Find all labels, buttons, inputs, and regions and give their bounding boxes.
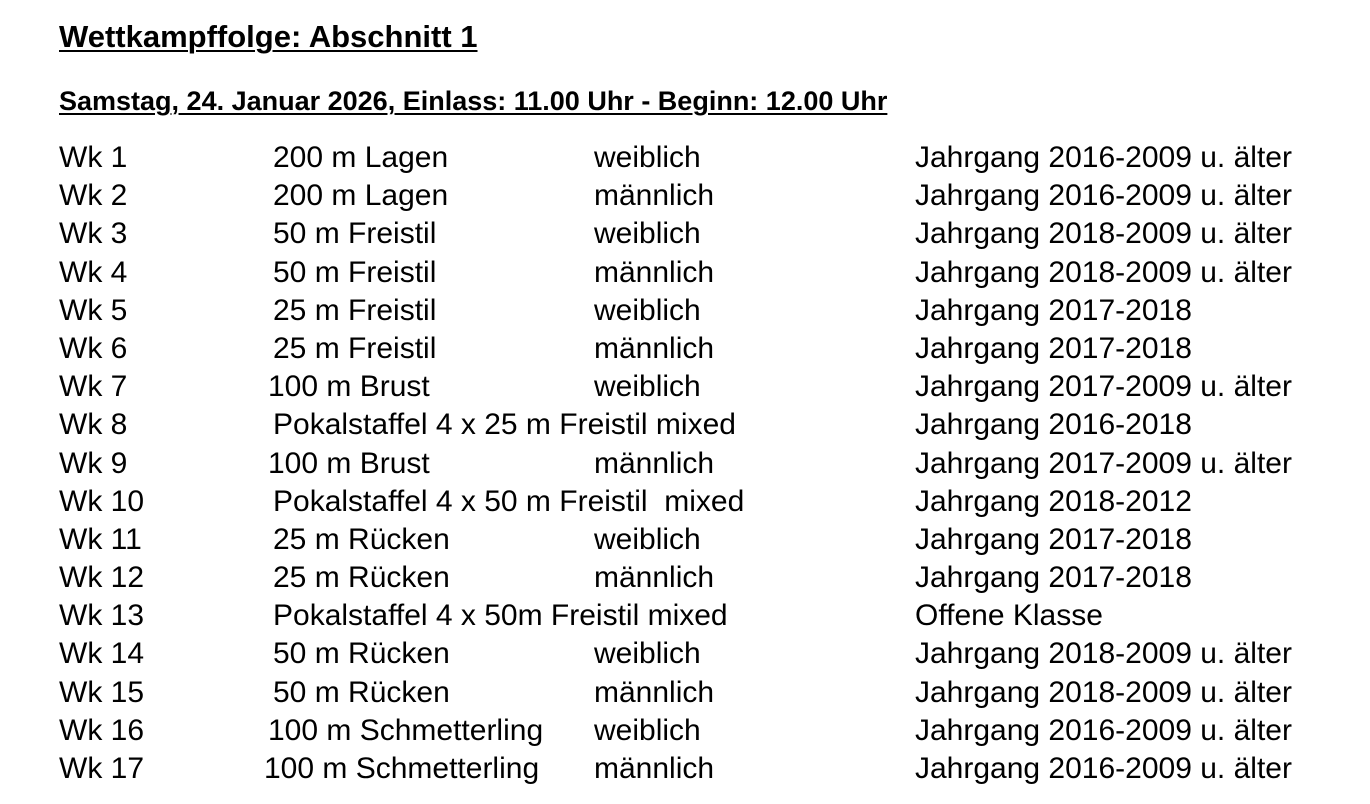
event-class: Offene Klasse (915, 599, 1103, 633)
event-distance: 200 m Lagen (273, 179, 449, 213)
event-number: Wk 3 (59, 217, 128, 251)
event-list (0, 139, 1370, 788)
event-number: Wk 1 (59, 141, 128, 174)
event-class: Jahrgang 2018-2009 u. älter (915, 637, 1292, 671)
event-number: Wk 11 (59, 522, 142, 556)
event-class: Jahrgang 2017-2009 u. älter (915, 446, 1292, 480)
event-distance: 50 m Rücken (273, 637, 450, 671)
event-row (0, 330, 1370, 368)
event-class: Jahrgang 2016-2009 u. älter (915, 752, 1292, 785)
event-row (0, 445, 1370, 483)
event-gender: weiblich (594, 293, 701, 327)
event-number: Wk 6 (59, 331, 128, 365)
event-gender: weiblich (594, 141, 701, 174)
event-row (0, 368, 1370, 406)
event-class: Jahrgang 2017-2009 u. älter (915, 370, 1292, 404)
event-class: Jahrgang 2017-2018 (915, 293, 1192, 327)
event-gender: weiblich (594, 713, 701, 747)
event-row (0, 635, 1370, 673)
event-number: Wk 15 (59, 675, 145, 709)
event-distance: 50 m Freistil (273, 217, 437, 251)
event-class: Jahrgang 2018-2009 u. älter (915, 217, 1292, 251)
event-distance: 25 m Freistil (273, 293, 437, 327)
event-row (0, 674, 1370, 712)
event-distance: 100 m Brust (268, 446, 430, 480)
event-gender: männlich (594, 331, 715, 365)
event-distance: 25 m Rücken (273, 561, 450, 595)
event-number: Wk 16 (59, 713, 145, 747)
event-class: Jahrgang 2018-2009 u. älter (915, 255, 1292, 289)
event-row (0, 559, 1370, 597)
page-title: Wettkampffolge: Abschnitt 1 (59, 19, 478, 54)
event-number: Wk 13 (59, 599, 145, 633)
event-gender: männlich (594, 561, 715, 595)
event-class: Jahrgang 2018-2009 u. älter (915, 675, 1292, 709)
event-gender: männlich (594, 752, 715, 785)
event-row (0, 483, 1370, 521)
event-number: Wk 17 (59, 752, 145, 785)
event-number: Wk 2 (59, 179, 128, 213)
event-number: Wk 8 (59, 408, 128, 442)
event-row (0, 712, 1370, 750)
event-number: Wk 5 (59, 293, 128, 327)
event-number: Wk 9 (59, 446, 128, 480)
event-distance: 100 m Brust (268, 370, 430, 404)
event-row (0, 139, 1370, 177)
event-distance: 25 m Rücken (273, 522, 450, 556)
event-class: Jahrgang 2017-2018 (915, 331, 1192, 365)
event-row (0, 215, 1370, 253)
event-class: Jahrgang 2016-2009 u. älter (915, 713, 1292, 747)
session-subtitle: Samstag, 24. Januar 2026, Einlass: 11.00 Uhr - Beginn: 12.00 Uhr (59, 86, 888, 116)
event-class: Jahrgang 2017-2018 (915, 522, 1192, 556)
event-gender: männlich (594, 446, 715, 480)
event-distance: 200 m Lagen (273, 141, 449, 174)
event-distance: 100 m Schmetterling (264, 752, 540, 785)
event-distance: 100 m Schmetterling (268, 713, 544, 747)
event-class: Jahrgang 2016-2009 u. älter (915, 141, 1292, 174)
event-row (0, 292, 1370, 330)
event-number: Wk 14 (59, 637, 145, 671)
event-row (0, 521, 1370, 559)
event-row (0, 406, 1370, 444)
event-number: Wk 4 (59, 255, 128, 289)
event-row (0, 254, 1370, 292)
event-gender: männlich (594, 179, 715, 213)
event-gender: weiblich (594, 522, 701, 556)
event-gender: weiblich (594, 637, 701, 671)
event-distance: 50 m Freistil (273, 255, 437, 289)
event-number: Wk 7 (59, 370, 128, 404)
event-row (0, 177, 1370, 215)
event-gender: männlich (594, 675, 715, 709)
event-row (0, 750, 1370, 788)
event-distance: 25 m Freistil (273, 331, 437, 365)
event-class: Jahrgang 2016-2018 (915, 408, 1192, 442)
event-gender: männlich (594, 255, 715, 289)
event-relay: Pokalstaffel 4 x 50 m Freistil mixed (273, 484, 745, 518)
event-gender: weiblich (594, 217, 701, 251)
event-class: Jahrgang 2018-2012 (915, 484, 1192, 518)
event-distance: 50 m Rücken (273, 675, 450, 709)
event-number: Wk 12 (59, 561, 145, 595)
event-gender: weiblich (594, 370, 701, 404)
event-relay: Pokalstaffel 4 x 50m Freistil mixed (273, 599, 728, 633)
event-class: Jahrgang 2016-2009 u. älter (915, 179, 1292, 213)
event-row (0, 597, 1370, 635)
event-class: Jahrgang 2017-2018 (915, 561, 1192, 595)
event-number: Wk 10 (59, 484, 145, 518)
event-relay: Pokalstaffel 4 x 25 m Freistil mixed (273, 408, 736, 442)
